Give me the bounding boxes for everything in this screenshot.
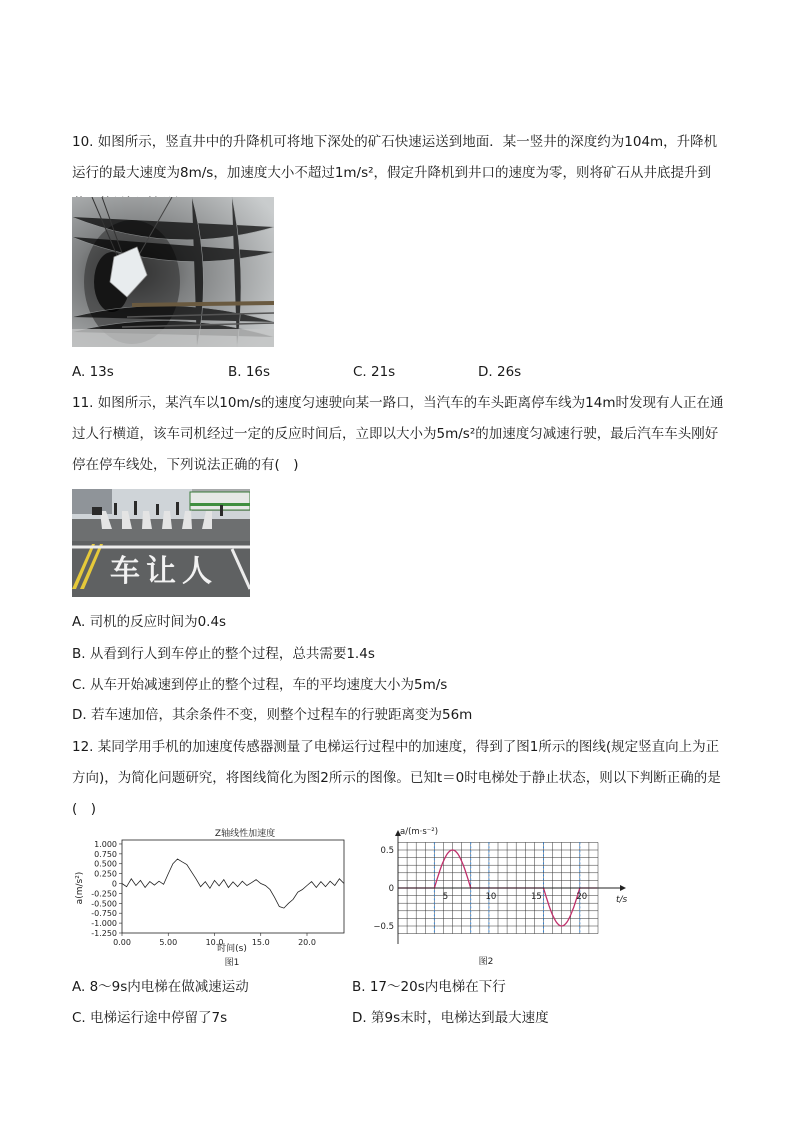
q11-option-c[interactable]: C. 从车开始减速到停止的整个过程，车的平均速度大小为5m/s xyxy=(72,677,448,693)
fig1-xtick-label: 15.0 xyxy=(251,938,270,947)
fig1-ytick-label: -0.250 xyxy=(91,889,117,899)
fig1-xtick-label: 0.00 xyxy=(113,938,131,947)
q12-option-a[interactable]: A. 8～9s内电梯在做减速运动 xyxy=(72,979,249,995)
q10-option-d[interactable]: D. 26s xyxy=(478,364,522,380)
fig1-ytick-label: 0.500 xyxy=(94,859,117,869)
question-12-text: 12. 某同学用手机的加速度传感器测量了电梯运行过程中的加速度，得到了图1所示的图线(规定竖直向上为正方向)，为简化问题研究，将图线简化为图2所示的图像。已知t＝0时电梯处于静止状态，则以下判断正确的是( ) xyxy=(72,739,721,817)
fig2-ytick-label: 0 xyxy=(388,884,394,894)
q12-option-d[interactable]: D. 第9s末时，电梯达到最大速度 xyxy=(352,1010,549,1026)
fig2-xtick-label: 5 xyxy=(442,892,449,902)
fig1-xtick-label: 10.0 xyxy=(205,938,224,947)
fig1-plot-frame xyxy=(122,840,344,933)
fig1-ytick-label: -1.000 xyxy=(91,919,117,929)
fig1-ytick-label: 0.250 xyxy=(94,869,117,879)
figure-2-chart xyxy=(368,826,630,971)
fig1-ytick-label: -1.250 xyxy=(91,929,117,938)
fig2-x-arrow xyxy=(620,885,626,891)
q10-option-a[interactable]: A. 13s xyxy=(72,364,114,380)
fig1-caption: 图1 xyxy=(224,958,240,968)
figure-1-chart xyxy=(72,826,352,971)
fig1-series-line xyxy=(122,859,344,908)
fig1-ylabel: a(m/s²) xyxy=(75,871,85,905)
question-11-text: 11. 如图所示，某汽车以10m/s的速度匀速驶向某一路口，当汽车的车头距离停车线为14m时发现有人正在通过人行横道，该车司机经过一定的反应时间后，立即以大小为5m/s²的加速度匀减速行驶，最后汽车车头刚好停在停车线处，下列说法正确的有( ) xyxy=(72,395,724,473)
fig1-ytick-label: 0.750 xyxy=(94,849,117,859)
crosswalk-photo xyxy=(72,489,250,597)
fig2-xtick-label: 20 xyxy=(576,892,588,902)
fig1-title: Z轴线性加速度 xyxy=(214,829,276,839)
q10-option-b[interactable]: B. 16s xyxy=(228,364,271,380)
fig1-xlabel: 时间(s) xyxy=(217,944,247,954)
q10-option-c[interactable]: C. 21s xyxy=(353,364,396,380)
question-10-text: 10. 如图所示，竖直井中的升降机可将地下深处的矿石快速运送到地面．某一竖井的深度约为104m，升降机运行的最大速度为8m/s，加速度大小不超过1m/s²，假定升降机到井口的速度为零，则将矿石从井底提升到 xyxy=(72,134,718,181)
fig2-ylabel: a/(m·s⁻²) xyxy=(400,827,439,837)
fig2-ytick-label: 0.5 xyxy=(380,846,394,856)
road-marking-text: 车让人 xyxy=(110,554,218,589)
fig1-xtick-label: 5.00 xyxy=(159,938,178,947)
fig1-ytick-label: 1.000 xyxy=(94,839,117,849)
q12-option-b[interactable]: B. 17～20s内电梯在下行 xyxy=(352,979,506,995)
fig1-xtick-label: 20.0 xyxy=(298,938,316,947)
q12-option-c[interactable]: C. 电梯运行途中停留了7s xyxy=(72,1010,228,1026)
fig1-ytick-label: 0 xyxy=(111,879,117,889)
fig2-caption: 图2 xyxy=(478,957,494,967)
fig1-ytick-label: -0.750 xyxy=(91,909,117,919)
q11-option-a[interactable]: A. 司机的反应时间为0.4s xyxy=(72,614,227,630)
fig1-ytick-label: -0.500 xyxy=(91,899,117,909)
mine-shaft-photo xyxy=(72,197,274,347)
fig2-ytick-label: −0.5 xyxy=(373,922,394,932)
q11-option-b[interactable]: B. 从看到行人到车停止的整个过程，总共需要1.4s xyxy=(72,646,375,662)
fig2-xlabel: t/s xyxy=(616,895,628,905)
fig2-xtick-label: 15 xyxy=(530,892,542,902)
q11-option-d[interactable]: D. 若车速加倍，其余条件不变，则整个过程车的行驶距离变为56m xyxy=(72,707,473,723)
fig2-xtick-label: 10 xyxy=(485,892,497,902)
